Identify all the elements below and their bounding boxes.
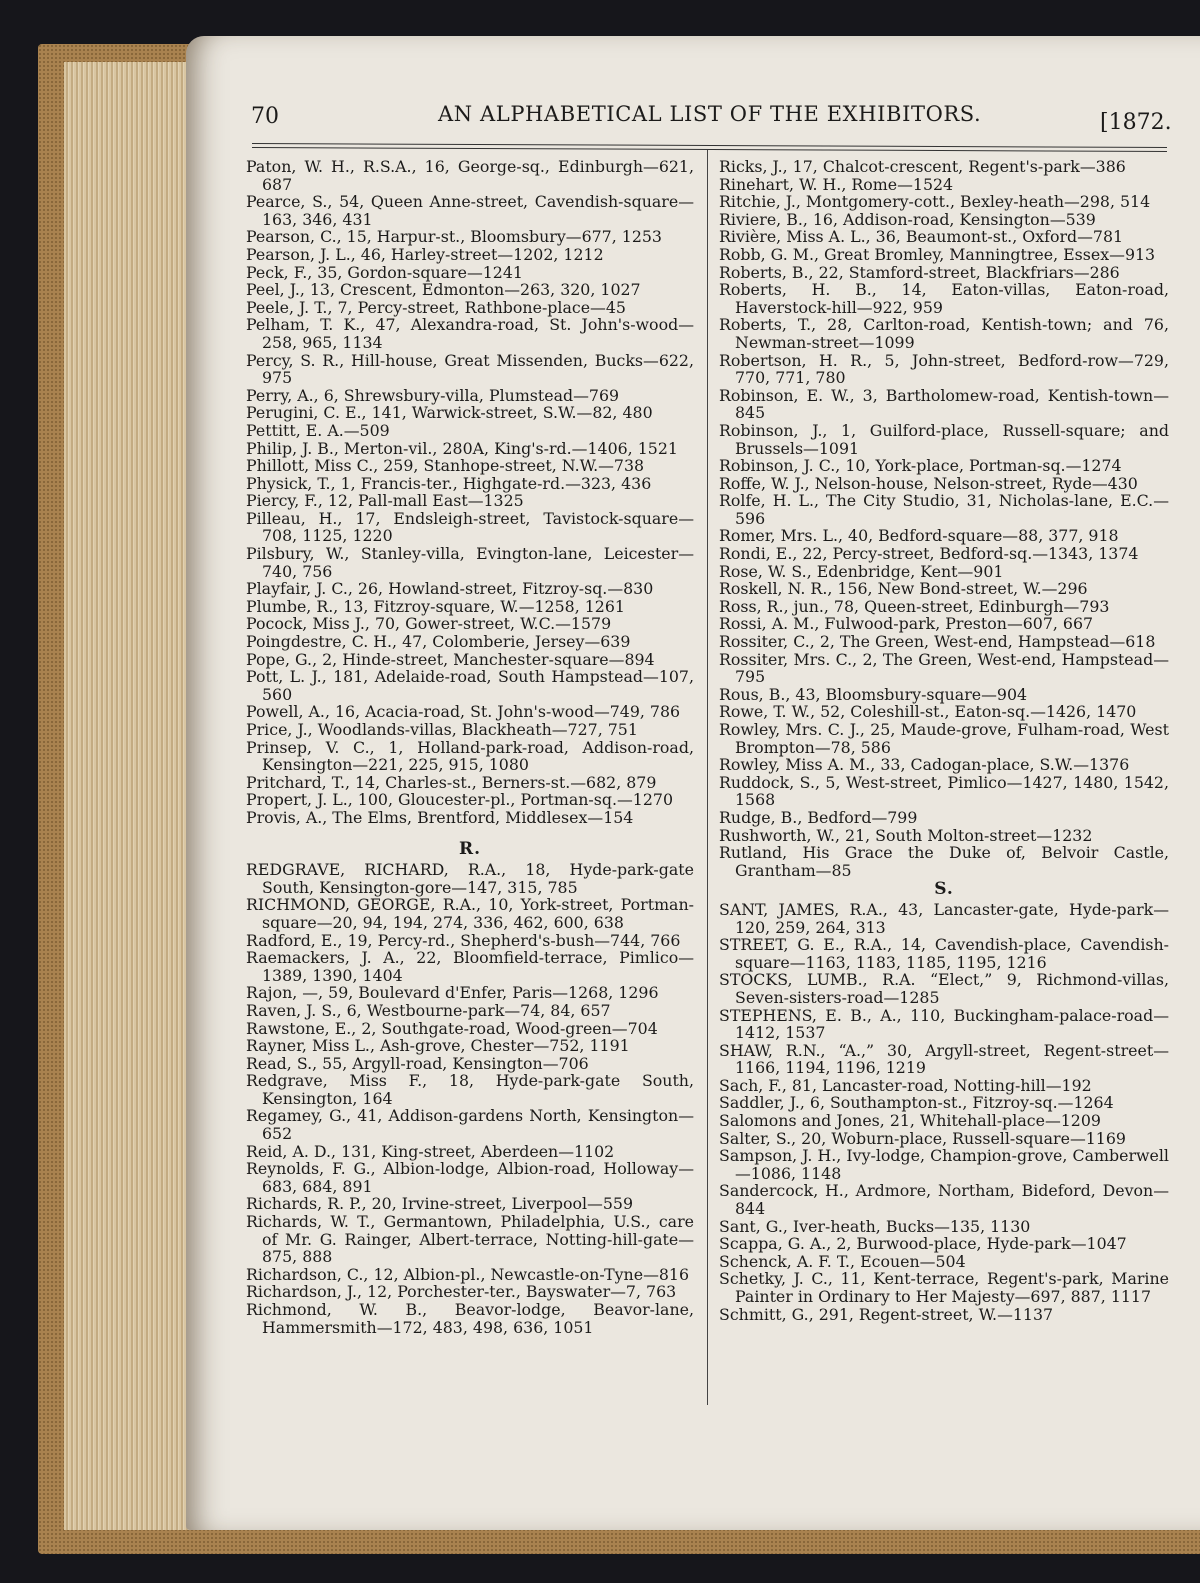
exhibitor-entry: Pritchard, T., 14, Charles-st., Berners-st.—682, 879 xyxy=(246,772,657,792)
exhibitor-entry: Rowley, Mrs. C. J., 25, Maude-grove, Fulham-road, West Brompton—78, 586 xyxy=(719,720,1169,757)
exhibitor-entry: Rawstone, E., 2, Southgate-road, Wood-green—704 xyxy=(246,1018,658,1038)
exhibitor-entry: Pettitt, E. A.—509 xyxy=(246,420,390,440)
left-column xyxy=(246,158,694,1336)
exhibitor-entry: Ricks, J., 17, Chalcot-crescent, Regent's-park—386 xyxy=(719,157,1126,176)
exhibitor-entry: Roberts, H. B., 14, Eaton-villas, Eaton-road, Haverstock-hill—922, 959 xyxy=(719,280,1169,317)
exhibitor-entry: Richards, W. T., Germantown, Philadelphia, U.S., care of Mr. G. Rainger, Albert-terrace, Notting-hill-gate—875, 888 xyxy=(246,1212,694,1267)
right-column xyxy=(719,158,1169,1323)
exhibitor-entry: STEPHENS, E. B., A., 110, Buckingham-palace-road—1412, 1537 xyxy=(719,1005,1169,1043)
exhibitor-entry: Rous, B., 43, Bloomsbury-square—904 xyxy=(719,684,1028,704)
exhibitor-entry: Schetky, J. C., 11, Kent-terrace, Regent's-park, Marine Painter in Ordinary to Her Majesty—697, 887, 1117 xyxy=(719,1269,1169,1306)
exhibitor-entry: Pope, G., 2, Hinde-street, Manchester-square—894 xyxy=(246,649,655,669)
exhibitor-entry: Roberts, B., 22, Stamford-street, Blackfriars—286 xyxy=(719,262,1120,282)
exhibitor-entry: Poingdestre, C. H., 47, Colomberie, Jersey—639 xyxy=(246,632,631,652)
exhibitor-entry: Reynolds, F. G., Albion-lodge, Albion-road, Holloway—683, 684, 891 xyxy=(246,1159,694,1196)
exhibitor-entry: Piercy, F., 12, Pall-mall East—1325 xyxy=(246,491,524,511)
exhibitor-entry: Rudge, B., Bedford—799 xyxy=(719,807,918,827)
exhibitor-entry: Robb, G. M., Great Bromley, Manningtree, Essex—913 xyxy=(719,244,1156,264)
exhibitor-entry: Ritchie, J., Montgomery-cott., Bexley-heath—298, 514 xyxy=(719,192,1151,212)
column-divider xyxy=(707,150,708,1405)
entries-s xyxy=(719,901,1169,1323)
exhibitor-entry: Roffe, W. J., Nelson-house, Nelson-street, Ryde—430 xyxy=(719,473,1138,493)
exhibitor-entry: SANT, JAMES, R.A., 43, Lancaster-gate, Hyde-park—120, 259, 264, 313 xyxy=(719,899,1169,937)
page-number: 70 xyxy=(251,104,279,129)
exhibitor-entry: Rolfe, H. L., The City Studio, 31, Nicholas-lane, E.C.—596 xyxy=(719,491,1169,528)
running-title: AN ALPHABETICAL LIST OF THE EXHIBITORS. xyxy=(438,102,982,126)
exhibitor-entry: Regamey, G., 41, Addison-gardens North, Kensington—652 xyxy=(246,1106,694,1144)
page-edges xyxy=(64,62,204,1530)
entries-r-continued xyxy=(719,158,1169,879)
exhibitor-entry: Ross, R., jun., 78, Queen-street, Edinburgh—793 xyxy=(719,596,1110,616)
exhibitor-entry: Rushworth, W., 21, South Molton-street—1232 xyxy=(719,825,1093,845)
exhibitor-entry: Pearson, J. L., 46, Harley-street—1202, 1212 xyxy=(246,244,604,264)
section-heading-s: S. xyxy=(934,879,954,900)
exhibitor-entry: Pott, L. J., 181, Adelaide-road, South Hampstead—107, 560 xyxy=(246,667,694,704)
exhibitor-entry: Schenck, A. F. T., Ecouen—504 xyxy=(719,1251,966,1271)
exhibitor-entry: Robertson, H. R., 5, John-street, Bedford-row—729, 770, 771, 780 xyxy=(719,350,1169,388)
exhibitor-entry: Rajon, —, 59, Boulevard d'Enfer, Paris—1268, 1296 xyxy=(246,983,659,1003)
exhibitor-entry: Robinson, E. W., 3, Bartholomew-road, Kentish-town—845 xyxy=(719,385,1169,423)
exhibitor-entry: Rowe, T. W., 52, Coleshill-st., Eaton-sq.—1426, 1470 xyxy=(719,702,1137,722)
exhibitor-entry: Perugini, C. E., 141, Warwick-street, S.W.—82, 480 xyxy=(246,403,653,423)
exhibitor-entry: Richardson, J., 12, Porchester-ter., Bayswater—7, 763 xyxy=(246,1282,677,1302)
exhibitor-entry: Read, S., 55, Argyll-road, Kensington—706 xyxy=(246,1053,589,1073)
exhibitor-entry: Romer, Mrs. L., 40, Bedford-square—88, 377, 918 xyxy=(719,526,1119,546)
entries-p xyxy=(246,158,694,827)
exhibitor-entry: Richmond, W. B., Beavor-lodge, Beavor-lane, Hammersmith—172, 483, 498, 636, 1051 xyxy=(246,1300,694,1337)
exhibitor-entry: Reid, A. D., 131, King-street, Aberdeen—1102 xyxy=(246,1141,615,1161)
exhibitor-entry: STREET, G. E., R.A., 14, Cavendish-place, Cavendish-square—1163, 1183, 1185, 1195, 1216 xyxy=(719,935,1169,972)
exhibitor-entry: Rowley, Miss A. M., 33, Cadogan-place, S.W.—1376 xyxy=(719,755,1130,775)
exhibitor-entry: Pilleau, H., 17, Endsleigh-street, Tavistock-square—708, 1125, 1220 xyxy=(246,508,694,546)
exhibitor-entry: Sant, G., Iver-heath, Bucks—135, 1130 xyxy=(719,1216,1031,1236)
exhibitor-entry: Rayner, Miss L., Ash-grove, Chester—752, 1191 xyxy=(246,1036,630,1056)
exhibitor-entry: Phillott, Miss C., 259, Stanhope-street, N.W.—738 xyxy=(246,456,645,476)
exhibitor-entry: Pilsbury, W., Stanley-villa, Evington-lane, Leicester—740, 756 xyxy=(246,544,694,581)
exhibitor-entry: Peel, J., 13, Crescent, Edmonton—263, 320, 1027 xyxy=(246,280,641,300)
entries-r xyxy=(246,861,694,1336)
exhibitor-entry: Rossiter, C., 2, The Green, West-end, Hampstead—618 xyxy=(719,632,1156,652)
exhibitor-entry: SHAW, R.N., “A.,” 30, Argyll-street, Regent-street—1166, 1194, 1196, 1219 xyxy=(719,1040,1169,1078)
exhibitor-entry: Plumbe, R., 13, Fitzroy-square, W.—1258, 1261 xyxy=(246,596,625,616)
exhibitor-entry: Prinsep, V. C., 1, Holland-park-road, Addison-road, Kensington—221, 225, 915, 1080 xyxy=(246,737,694,775)
exhibitor-entry: Pearce, S., 54, Queen Anne-street, Cavendish-square—163, 346, 431 xyxy=(246,192,694,229)
exhibitor-entry: Riviere, B., 16, Addison-road, Kensington—539 xyxy=(719,209,1096,229)
exhibitor-entry: Raemackers, J. A., 22, Bloomfield-terrace, Pimlico—1389, 1390, 1404 xyxy=(246,948,694,985)
exhibitor-entry: RICHMOND, GEORGE, R.A., 10, York-street, Portman-square—20, 94, 194, 274, 336, 462, 600, 638 xyxy=(246,895,694,932)
exhibitor-entry: Pelham, T. K., 47, Alexandra-road, St. John's-wood—258, 965, 1134 xyxy=(246,315,694,352)
exhibitor-entry: Saddler, J., 6, Southampton-st., Fitzroy-sq.—1264 xyxy=(719,1093,1114,1113)
exhibitor-entry: Rossi, A. M., Fulwood-park, Preston—607, 667 xyxy=(719,614,1094,634)
exhibitor-entry: Sach, F., 81, Lancaster-road, Notting-hill—192 xyxy=(719,1075,1092,1095)
exhibitor-entry: Ruddock, S., 5, West-street, Pimlico—1427, 1480, 1542, 1568 xyxy=(719,772,1169,810)
exhibitor-entry: Sampson, J. H., Ivy-lodge, Champion-grove, Camberwell—1086, 1148 xyxy=(719,1146,1169,1183)
exhibitor-entry: Sandercock, H., Ardmore, Northam, Bideford, Devon—844 xyxy=(719,1181,1169,1219)
exhibitor-entry: Percy, S. R., Hill-house, Great Missenden, Bucks—622, 975 xyxy=(246,350,694,388)
exhibitor-entry: Radford, E., 19, Percy-rd., Shepherd's-bush—744, 766 xyxy=(246,930,681,950)
exhibitor-entry: Rivière, Miss A. L., 36, Beaumont-st., Oxford—781 xyxy=(719,227,1124,247)
exhibitor-entry: Richardson, C., 12, Albion-pl., Newcastle-on-Tyne—816 xyxy=(246,1264,690,1284)
year-mark: [1872. xyxy=(1100,110,1172,135)
exhibitor-entry: Peele, J. T., 7, Percy-street, Rathbone-place—45 xyxy=(246,297,626,317)
exhibitor-entry: Redgrave, Miss F., 18, Hyde-park-gate South, Kensington, 164 xyxy=(246,1071,694,1108)
exhibitor-entry: Rose, W. S., Edenbridge, Kent—901 xyxy=(719,561,1004,581)
exhibitor-entry: Pearson, C., 15, Harpur-st., Bloomsbury—677, 1253 xyxy=(246,227,662,247)
exhibitor-entry: Rutland, His Grace the Duke of, Belvoir Castle, Grantham—85 xyxy=(719,843,1169,880)
exhibitor-entry: Salomons and Jones, 21, Whitehall-place—1209 xyxy=(719,1111,1101,1131)
exhibitor-entry: Playfair, J. C., 26, Howland-street, Fitzroy-sq.—830 xyxy=(246,579,654,599)
exhibitor-entry: Philip, J. B., Merton-vil., 280A, King's-rd.—1406, 1521 xyxy=(246,438,678,458)
exhibitor-entry: Robinson, J., 1, Guilford-place, Russell-square; and Brussels—1091 xyxy=(719,420,1169,458)
exhibitor-entry: Richards, R. P., 20, Irvine-street, Liverpool—559 xyxy=(246,1194,633,1214)
section-heading-r: R. xyxy=(458,838,482,859)
exhibitor-entry: REDGRAVE, RICHARD, R.A., 18, Hyde-park-gate South, Kensington-gore—147, 315, 785 xyxy=(246,860,694,897)
exhibitor-entry: Salter, S., 20, Woburn-place, Russell-square—1169 xyxy=(719,1128,1126,1148)
exhibitor-entry: Perry, A., 6, Shrewsbury-villa, Plumstead—769 xyxy=(246,385,620,405)
exhibitor-entry: Price, J., Woodlands-villas, Blackheath—727, 751 xyxy=(246,720,638,739)
exhibitor-entry: Powell, A., 16, Acacia-road, St. John's-wood—749, 786 xyxy=(246,702,681,722)
exhibitor-entry: Rondi, E., 22, Percy-street, Bedford-sq.—1343, 1374 xyxy=(719,544,1139,564)
exhibitor-entry: Schmitt, G., 291, Regent-street, W.—1137 xyxy=(719,1304,1054,1324)
exhibitor-entry: Raven, J. S., 6, Westbourne-park—74, 84, 657 xyxy=(246,1000,611,1020)
exhibitor-entry: Pocock, Miss J., 70, Gower-street, W.C.—1579 xyxy=(246,614,612,634)
exhibitor-entry: STOCKS, LUMB., R.A. “Elect,” 9, Richmond-villas, Seven-sisters-road—1285 xyxy=(719,970,1169,1007)
exhibitor-entry: Provis, A., The Elms, Brentford, Middlesex—154 xyxy=(246,807,634,827)
exhibitor-entry: Propert, J. L., 100, Gloucester-pl., Portman-sq.—1270 xyxy=(246,790,674,810)
exhibitor-entry: Scappa, G. A., 2, Burwood-place, Hyde-park—1047 xyxy=(719,1234,1127,1254)
exhibitor-entry: Rinehart, W. H., Rome—1524 xyxy=(719,174,954,194)
exhibitor-entry: Roberts, T., 28, Carlton-road, Kentish-town; and 76, Newman-street—1099 xyxy=(719,315,1169,352)
exhibitor-entry: Paton, W. H., R.S.A., 16, George-sq., Edinburgh—621, 687 xyxy=(246,157,694,194)
exhibitor-entry: Robinson, J. C., 10, York-place, Portman-sq.—1274 xyxy=(719,456,1122,476)
page-header xyxy=(0,100,1200,140)
exhibitor-entry: Physick, T., 1, Francis-ter., Highgate-rd.—323, 436 xyxy=(246,473,652,493)
exhibitor-entry: Peck, F., 35, Gordon-square—1241 xyxy=(246,262,523,282)
exhibitor-entry: Roskell, N. R., 156, New Bond-street, W.—296 xyxy=(719,579,1088,599)
exhibitor-entry: Rossiter, Mrs. C., 2, The Green, West-end, Hampstead—795 xyxy=(719,649,1169,687)
